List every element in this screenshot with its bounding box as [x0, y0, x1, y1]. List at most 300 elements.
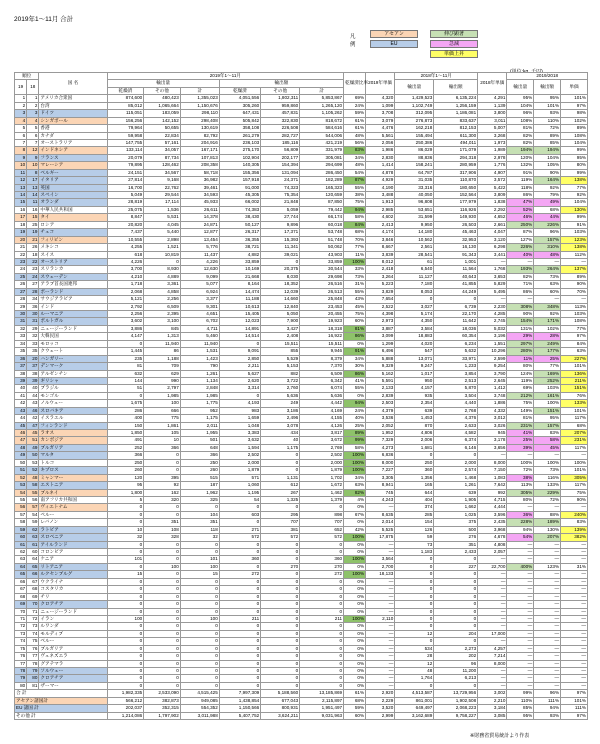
value-cell: 515	[180, 474, 219, 481]
value-cell: 0	[180, 601, 219, 608]
table-row	[15, 117, 588, 124]
rank-2019-cell: 56	[15, 504, 27, 511]
table-row	[15, 377, 588, 384]
price-ratio-cell: —	[561, 578, 588, 585]
rank-2018-cell: 81	[27, 682, 39, 689]
value-cell: 38,430	[219, 214, 260, 221]
rank-2019-cell: 10	[15, 162, 27, 169]
ratio-header: 2019/2018	[507, 73, 588, 80]
price-ratio-cell: 130%	[561, 206, 588, 213]
amount-ratio-cell: 100%	[534, 459, 561, 466]
value-cell: 0	[261, 549, 300, 556]
qty-ratio-cell: —	[507, 608, 534, 615]
value-cell: 16,700	[107, 184, 144, 191]
value-cell: 0	[107, 623, 144, 630]
price-ratio-cell: 104%	[561, 139, 588, 146]
amount-2018-cell: 0	[434, 608, 478, 615]
unit-price-2019-cell: —	[366, 593, 395, 600]
legend-price-up: 単価上昇	[430, 50, 478, 58]
amount-ratio-cell: —	[534, 623, 561, 630]
price-ratio-cell: 90%	[561, 496, 588, 503]
amount-2018-cell: 1,025	[434, 511, 478, 518]
table-row	[15, 355, 588, 362]
value-cell: 2,502	[300, 452, 344, 459]
rank-2018-cell: 9	[27, 154, 39, 161]
amount-ratio-cell: —	[534, 668, 561, 675]
value-cell: 4,126	[300, 422, 344, 429]
rank-2018-cell: 28	[27, 288, 39, 295]
amount-ratio-cell: 101%	[534, 102, 561, 109]
amount-2018-cell: 2,000	[434, 459, 478, 466]
header-row-1	[15, 73, 588, 80]
table-row	[15, 303, 588, 310]
unit-price-2019-cell: 7,227	[366, 467, 395, 474]
qty-ratio-cell: 47%	[507, 199, 534, 206]
country-cell: ハンガリー	[39, 355, 107, 362]
unit-price-2018-cell: 4,332	[478, 407, 507, 414]
rank-2018-cell: 23	[27, 266, 39, 273]
table-row	[15, 504, 588, 511]
value-cell: 6,509	[300, 370, 344, 377]
value-cell: 11,437	[180, 251, 219, 258]
unit-price-2018-cell: 3,800	[478, 110, 507, 117]
unit-price-2019-cell: —	[366, 549, 395, 556]
amount-2018-cell: 2,513	[434, 377, 478, 384]
value-cell: 20,820	[107, 221, 144, 228]
country-cell: ブラジル	[39, 385, 107, 392]
value-cell: 18,318	[300, 325, 344, 332]
value-cell: 100	[144, 563, 181, 570]
value-cell: 7,370	[300, 363, 344, 370]
country-cell: キプロス	[39, 467, 107, 474]
value-cell: 34,593	[180, 192, 219, 199]
value-cell: 5,531	[144, 214, 181, 221]
value-cell: 0	[144, 258, 181, 265]
qty-2018-cell: 12	[395, 630, 434, 637]
value-cell: 165,323	[300, 184, 344, 191]
unit-price-2018-cell: 1,886	[478, 400, 507, 407]
unit-price-2018-cell: 2,435	[478, 519, 507, 526]
dry-ratio-cell: 87%	[344, 177, 366, 184]
summary-value-cell: 96%	[534, 690, 561, 697]
summary-value-cell: 949,085	[180, 697, 219, 704]
qty-ratio-cell: 36%	[507, 511, 534, 518]
unit-price-2018-cell: 1,551	[478, 340, 507, 347]
value-cell: 252	[107, 444, 144, 451]
summary-value-cell: 97%	[561, 712, 588, 719]
value-cell: 0	[219, 504, 260, 511]
qty-dry-header: 乾燥済	[107, 87, 144, 94]
amount-ratio-cell: —	[534, 549, 561, 556]
dry-ratio-cell: 0%	[344, 392, 366, 399]
value-cell: 434	[261, 430, 300, 437]
dry-ratio-cell: 69%	[344, 95, 366, 102]
value-cell: 5,636	[261, 392, 300, 399]
qty-2018-cell: 11,127	[395, 273, 434, 280]
value-cell: 952	[180, 407, 219, 414]
qty-2018-cell: 1,017	[395, 370, 434, 377]
country-cell: ルクセンブルグ	[39, 571, 107, 578]
value-cell: 8,930	[144, 266, 181, 273]
table-row	[15, 288, 588, 295]
summary-value-cell: 566,212	[107, 697, 144, 704]
value-cell: 882	[261, 370, 300, 377]
rank-2019-cell: 3	[15, 110, 27, 117]
value-cell: 2,000	[300, 459, 344, 466]
country-cell: フィンランド	[39, 422, 107, 429]
qty-2018-cell: 2,354	[395, 400, 434, 407]
country-cell: 中華人民共和国	[39, 206, 107, 213]
qty-2018-cell: 4,806	[395, 430, 434, 437]
price-ratio-cell: 98%	[561, 110, 588, 117]
qty-2018-cell: 31,035	[395, 177, 434, 184]
unit-price-2019-cell: 2,413	[366, 221, 395, 228]
amount-2018-cell: 91,343	[434, 251, 478, 258]
summary-value-cell: 2,210	[478, 697, 507, 704]
rank-2019-cell: 32	[15, 325, 27, 332]
unit-price-2018-cell: 3,196	[478, 333, 507, 340]
unit-price-2019-cell: 2,985	[366, 206, 395, 213]
value-cell: 24,871	[180, 221, 219, 228]
value-cell: 5,153	[261, 363, 300, 370]
qty-2018-header: 輸出量	[395, 80, 434, 95]
rank-2019-cell: 64	[15, 563, 27, 570]
qty-2018-cell: 3,027	[395, 303, 434, 310]
amount-ratio-cell: —	[534, 504, 561, 511]
value-cell: 101	[180, 556, 219, 563]
summary-value-cell: 101%	[561, 697, 588, 704]
value-cell: 629	[144, 370, 181, 377]
country-cell: ブルガリア	[39, 645, 107, 652]
value-cell: 351	[180, 519, 219, 526]
table-row	[15, 474, 588, 481]
value-cell: 3,632	[219, 437, 260, 444]
rank-2019-cell: 43	[15, 407, 27, 414]
summary-value-cell: 1,982,335	[107, 690, 144, 697]
unit-price-2019-cell: 4,878	[366, 169, 395, 176]
price-ratio-cell: —	[561, 608, 588, 615]
value-cell: 0	[261, 578, 300, 585]
qty-ratio-cell: 212%	[507, 392, 534, 399]
unit-price-2018-cell: 7,214	[478, 653, 507, 660]
table-row	[15, 444, 588, 451]
value-cell: 56,809	[261, 147, 300, 154]
unit-price-2018-cell: —	[478, 452, 507, 459]
price-ratio-cell: —	[561, 682, 588, 689]
qty-ratio-cell: —	[507, 556, 534, 563]
qty-2018-cell: 0	[395, 452, 434, 459]
value-cell: 0	[300, 623, 344, 630]
value-cell: 0	[300, 601, 344, 608]
qty-2018-cell: 10,562	[395, 236, 434, 243]
rank-2019-cell: 42	[15, 400, 27, 407]
value-cell: 0	[261, 645, 300, 652]
qty-2018-cell: 7,180	[395, 281, 434, 288]
qty-ratio-cell: 132%	[507, 162, 534, 169]
summary-value-cell: 1,902,508	[434, 697, 478, 704]
unit-price-2019-cell: 5,223	[366, 281, 395, 288]
price-ratio-cell: 113%	[561, 303, 588, 310]
price-ratio-cell: 108%	[561, 132, 588, 139]
value-cell: 395	[144, 474, 181, 481]
qty-ratio-cell: 119%	[507, 377, 534, 384]
qty-2018-cell: 88,836	[395, 154, 434, 161]
value-cell: 360	[300, 556, 344, 563]
unit-price-2018-cell: 3,120	[478, 236, 507, 243]
unit-price-2018-cell: 6,298	[478, 244, 507, 251]
table-row	[15, 177, 588, 184]
country-cell: クウェート	[39, 348, 107, 355]
qty-ratio-cell: —	[507, 660, 534, 667]
country-cell: 香港	[39, 125, 107, 132]
qty-ratio-cell: 38%	[507, 474, 534, 481]
table-row	[15, 415, 588, 422]
qty-ratio-cell: 75%	[507, 400, 534, 407]
unit-price-2018-cell: 1,083	[478, 474, 507, 481]
rank-2019-cell: 18	[15, 221, 27, 228]
rank-2018-cell: 11	[27, 199, 39, 206]
amount-2018-cell: 1,001	[434, 258, 478, 265]
value-cell: 2,011	[180, 422, 219, 429]
price-ratio-cell: —	[561, 593, 588, 600]
amount-ratio-cell: 73%	[534, 467, 561, 474]
dry-ratio-cell: 0%	[344, 340, 366, 347]
country-cell: フランス	[39, 154, 107, 161]
legend-decline: 急減	[430, 40, 478, 48]
source-note: ※財務省貿易統計より作表	[470, 733, 530, 739]
country-cell: スイス	[39, 251, 107, 258]
unit-price-2019-cell: —	[366, 638, 395, 645]
country-cell: リトアニア	[39, 563, 107, 570]
qty-ratio-cell: 80%	[507, 363, 534, 370]
qty-2018-cell: 285	[395, 511, 434, 518]
unit-price-2019-cell: 3,846	[366, 236, 395, 243]
rank-2018-cell: 20	[27, 355, 39, 362]
summary-value-cell: 111%	[534, 697, 561, 704]
value-cell: 572	[219, 534, 260, 541]
rank-2018-cell: 67	[27, 578, 39, 585]
qty-2018-cell: 0	[395, 601, 434, 608]
country-cell: ペルー	[39, 511, 107, 518]
value-cell: 0	[107, 578, 144, 585]
rank-2018-cell: 71	[27, 608, 39, 615]
dry-ratio-cell: 100%	[344, 467, 366, 474]
value-cell: 133,114	[107, 147, 144, 154]
summary-value-cell: 94%	[534, 705, 561, 712]
unit-price-2019-cell: 2,830	[366, 154, 395, 161]
qty-2018-cell: 28,541	[395, 251, 434, 258]
unit-price-2019-cell: 4,379	[366, 407, 395, 414]
table-row	[15, 273, 588, 280]
dry-ratio-cell: 100%	[344, 534, 366, 541]
value-cell: 322,830	[261, 117, 300, 124]
qty-ratio-cell: —	[507, 615, 534, 622]
rank-2018-cell: 80	[27, 675, 39, 682]
value-cell: 4,651	[180, 311, 219, 318]
qty-ratio-cell: —	[507, 586, 534, 593]
amount-2018-cell: 5,632	[434, 348, 478, 355]
country-cell: オーストラリア	[39, 139, 107, 146]
table-row	[15, 251, 588, 258]
amount-2018-cell: 351	[434, 541, 478, 548]
unit-price-2019-cell: 8,635	[366, 511, 395, 518]
qty-2018-cell: 374	[395, 504, 434, 511]
value-cell: 603	[219, 511, 260, 518]
value-cell: 4,255	[107, 244, 144, 251]
amount-ratio-cell: 48%	[534, 251, 561, 258]
value-cell: 2,502	[219, 452, 260, 459]
value-cell: 9,099	[180, 273, 219, 280]
value-cell: 0	[144, 571, 181, 578]
value-cell: 5,776	[180, 244, 219, 251]
summary-value-cell: 5,188,560	[261, 690, 300, 697]
unit-price-2018-cell: —	[478, 556, 507, 563]
amount-ratio-cell: —	[534, 586, 561, 593]
value-cell: 0	[300, 630, 344, 637]
unit-price-2019-cell: 6,496	[366, 348, 395, 355]
rank-2019-cell: 28	[15, 296, 27, 303]
amount-ratio-cell: 116%	[534, 474, 561, 481]
price-ratio-cell: 123%	[561, 236, 588, 243]
value-cell: 0	[144, 556, 181, 563]
value-cell: 0	[219, 563, 260, 570]
qty-ratio-cell: 82%	[507, 139, 534, 146]
dry-ratio-cell: 0%	[344, 549, 366, 556]
price-ratio-cell: 68%	[561, 422, 588, 429]
unit-price-2019-cell: 2,522	[366, 303, 395, 310]
value-cell: 0	[180, 653, 219, 660]
value-cell: 14,891	[219, 325, 260, 332]
table-row	[15, 452, 588, 459]
value-cell: 3,186	[261, 407, 300, 414]
amount-ratio-cell: —	[534, 601, 561, 608]
rank-2018-cell: 33	[27, 340, 39, 347]
amount-2018-cell: 180,650	[434, 184, 478, 191]
amount-2018-cell: 2,433	[434, 549, 478, 556]
amount-ratio-cell: —	[534, 541, 561, 548]
rank-2019-cell: 29	[15, 303, 27, 310]
value-cell: 51,748	[300, 236, 344, 243]
summary-value-cell: 3,002	[478, 690, 507, 697]
dry-ratio-cell: 0%	[344, 608, 366, 615]
value-cell: 1,325	[261, 496, 300, 503]
rank-2018-cell: 27	[27, 281, 39, 288]
rank-2018-cell: 30	[27, 311, 39, 318]
price-ratio-cell: —	[561, 296, 588, 303]
qty-2018-cell: 73	[395, 541, 434, 548]
unit-price-2018-cell: 5,007	[478, 125, 507, 132]
table-row	[15, 258, 588, 265]
amount-2018-header: 輸出額	[434, 80, 478, 95]
value-cell: 4,147	[107, 333, 144, 340]
unit-price-2018-cell: —	[478, 638, 507, 645]
value-cell: 24,151	[107, 169, 144, 176]
unit-price-2018-cell: 2,599	[478, 355, 507, 362]
amount-ratio-cell: 249%	[534, 340, 561, 347]
value-cell: 298,408	[180, 117, 219, 124]
value-cell: 5,050	[261, 311, 300, 318]
value-cell: 150	[107, 422, 144, 429]
rank-2019-cell: 65	[15, 571, 27, 578]
amount-2018-cell: 317,906	[434, 169, 478, 176]
value-cell: 0	[219, 549, 260, 556]
dry-ratio-cell: 25%	[344, 422, 366, 429]
qty-2018-cell: 0	[395, 608, 434, 615]
rank-2019-cell: 30	[15, 311, 27, 318]
summary-value-cell: 3,085	[478, 712, 507, 719]
rank-2018-cell: 55	[27, 489, 39, 496]
country-cell: マレーシア	[39, 162, 107, 169]
value-cell: 2,496	[261, 415, 300, 422]
qty-2018-cell: 0	[395, 615, 434, 622]
value-cell: 3,078	[261, 422, 300, 429]
amount-ratio-cell: —	[534, 630, 561, 637]
value-cell: 0	[261, 571, 300, 578]
value-cell: 0	[300, 578, 344, 585]
grand-total-row	[15, 690, 588, 697]
table-row	[15, 221, 588, 228]
unit-price-2019-cell: 5,561	[366, 132, 395, 139]
amount-ratio-cell: —	[534, 578, 561, 585]
rank-2018-cell: 63	[27, 534, 39, 541]
amount-ratio-cell: 177%	[534, 348, 561, 355]
dry-ratio-cell: 0%	[344, 623, 366, 630]
value-cell: 14,474	[219, 288, 260, 295]
summary-value-cell: 2,533,090	[144, 690, 181, 697]
country-cell: 英国	[39, 184, 107, 191]
table-row	[15, 556, 588, 563]
country-cell: チェコ	[39, 229, 107, 236]
value-cell: 0	[107, 549, 144, 556]
unit-price-2018-cell: 3,012	[478, 415, 507, 422]
amount-ratio-cell: 72%	[534, 125, 561, 132]
value-cell: 2,068	[107, 288, 144, 295]
dry-ratio-cell: 70%	[344, 236, 366, 243]
qty-2018-cell: 547	[395, 348, 434, 355]
amount-ratio-cell: 45%	[534, 444, 561, 451]
rank-2018-cell: 49	[27, 444, 39, 451]
amount-2018-cell: 0	[434, 638, 478, 645]
rank-2019-cell: 20	[15, 236, 27, 243]
summary-value-cell: 9,031,963	[300, 712, 344, 719]
qty-2018-cell: 28	[395, 653, 434, 660]
country-cell: マルタ	[39, 452, 107, 459]
unit-price-2018-cell: 8,000	[478, 660, 507, 667]
value-cell: 3,817	[300, 430, 344, 437]
value-cell: 0	[144, 660, 181, 667]
qty-ratio-cell: —	[507, 653, 534, 660]
table-row	[15, 244, 588, 251]
value-cell: 959,860	[261, 102, 300, 109]
dry-ratio-cell: 48%	[344, 132, 366, 139]
value-cell: 272	[300, 571, 344, 578]
value-cell: 3,602	[107, 318, 144, 325]
value-cell: 5,440	[144, 229, 181, 236]
country-cell: エストニア	[39, 482, 107, 489]
qty-2018-cell: 4,020	[395, 340, 434, 347]
amount-ratio-cell: 92%	[534, 311, 561, 318]
rank-2019-cell: 11	[15, 169, 27, 176]
amount-2018-cell: 0	[434, 578, 478, 585]
qty-ratio-cell: 80%	[507, 496, 534, 503]
value-cell: 7,437	[107, 229, 144, 236]
unit-price-2019-cell: 2,110	[366, 615, 395, 622]
rank-2018-cell: 37	[27, 363, 39, 370]
unit-price-2019-cell: 4,243	[366, 496, 395, 503]
value-cell: 0	[144, 452, 181, 459]
price-ratio-cell: —	[561, 549, 588, 556]
qty-ratio-cell: 91%	[507, 169, 534, 176]
